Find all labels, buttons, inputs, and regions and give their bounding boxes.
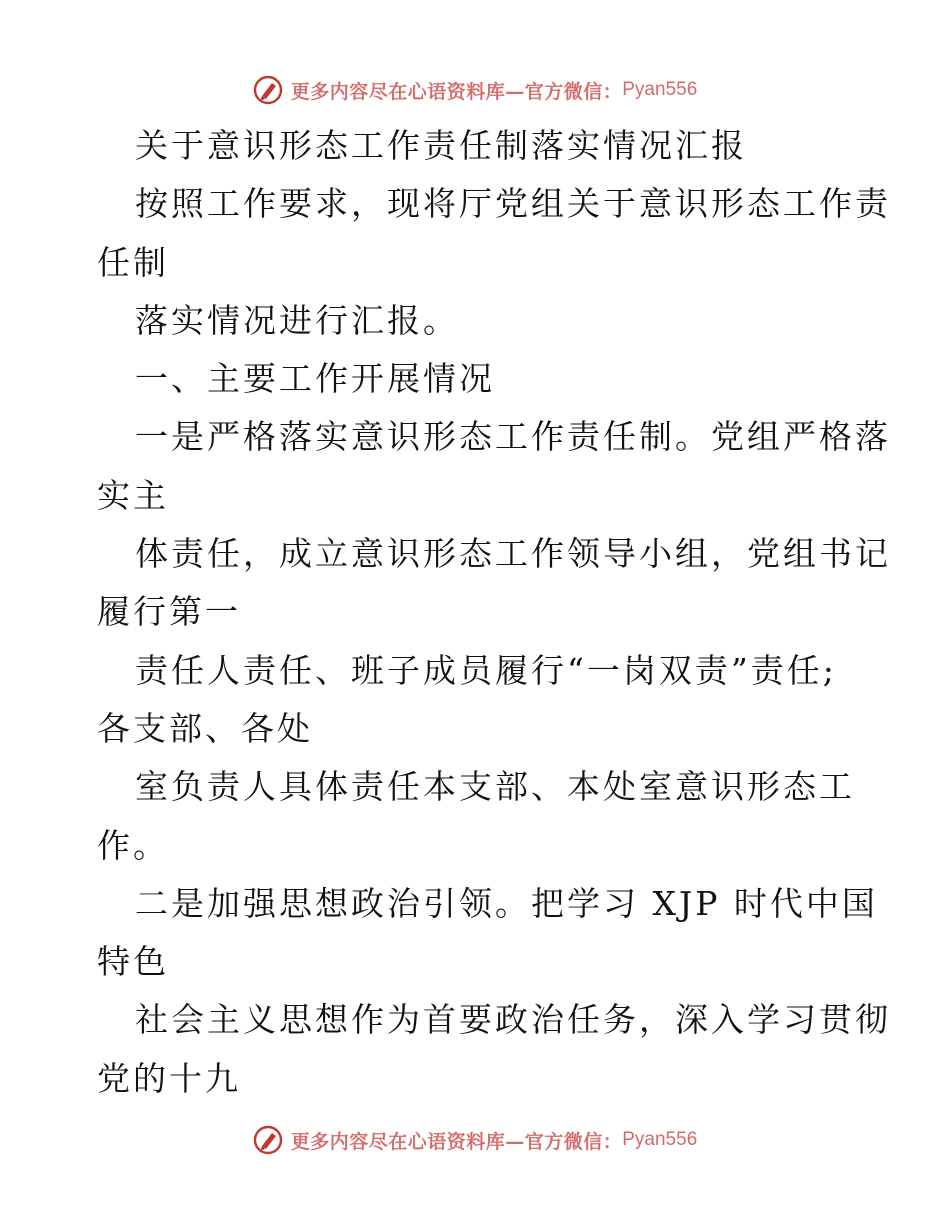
pen-logo-icon	[253, 75, 283, 105]
text-line: 体责任，成立意识形态工作领导小组，党组书记	[135, 534, 891, 574]
pen-logo-icon	[253, 1125, 283, 1155]
text-line: 各支部、各处	[97, 708, 313, 748]
text-line: 作。	[97, 825, 169, 865]
text-line: 落实情况进行汇报。	[135, 300, 459, 340]
text-line: 按照工作要求，现将厅党组关于意识形态工作责	[135, 184, 891, 224]
text-line: 一是严格落实意识形态工作责任制。党组严格落	[135, 417, 891, 457]
text-line: 室负责人具体责任本支部、本处室意识形态工	[135, 767, 855, 807]
text-line: 实主	[97, 475, 169, 515]
watermark-wechat-id: Pyan556	[622, 79, 698, 100]
text-line: 二是加强思想政治引领。把学习 XJP 时代中国	[135, 883, 878, 923]
text-line: 社会主义思想作为首要政治任务，深入学习贯彻	[135, 1000, 891, 1040]
watermark-wechat-id: Pyan556	[622, 1129, 698, 1150]
text-line: 任制	[97, 242, 169, 282]
footer-watermark	[0, 1120, 950, 1160]
watermark-text: 更多内容尽在心语资料库—官方微信：	[290, 80, 623, 103]
watermark-text: 更多内容尽在心语资料库—官方微信：	[290, 1130, 623, 1153]
text-line: 履行第一	[97, 592, 241, 632]
text-line: 关于意识形态工作责任制落实情况汇报	[135, 126, 747, 165]
text-line: 党的十九	[97, 1058, 241, 1098]
section-heading: 一、主要工作开展情况	[135, 359, 495, 399]
document-body	[97, 117, 891, 1108]
header-watermark	[0, 70, 950, 110]
text-line: 特色	[97, 942, 169, 982]
text-line: 责任人责任、班子成员履行“一岗双责”责任;	[135, 650, 837, 690]
